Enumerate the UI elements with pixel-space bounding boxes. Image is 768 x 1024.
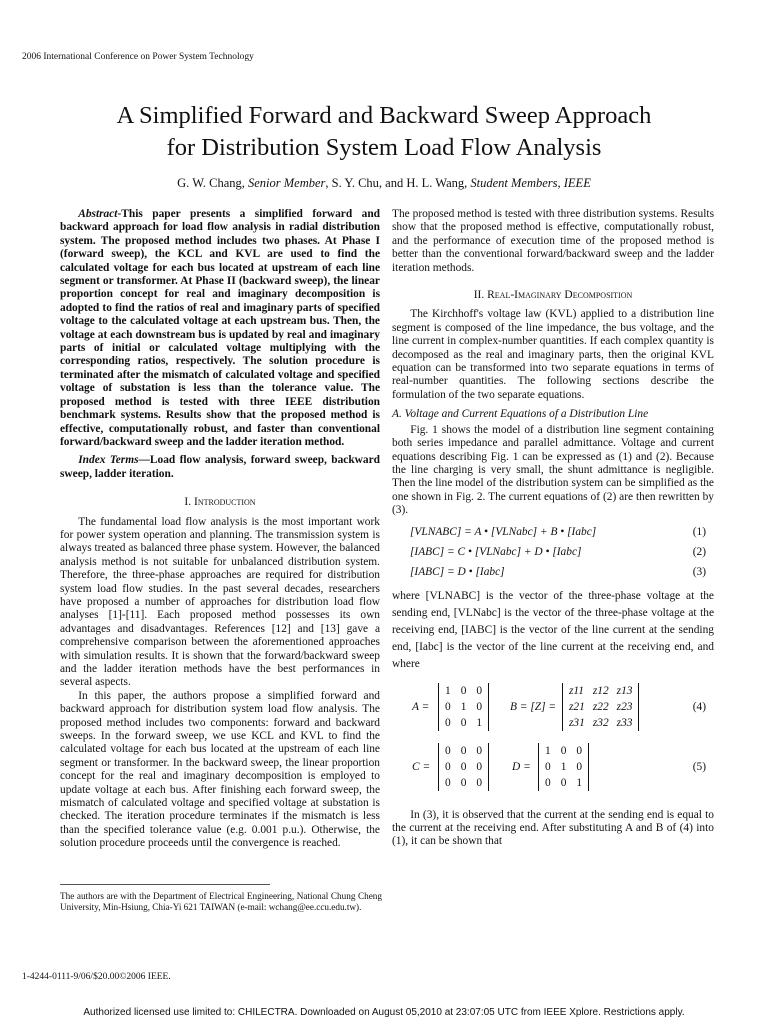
matrix-z-cell: z13 (616, 684, 633, 697)
matrix-a (438, 683, 489, 731)
section-heading-introduction: I. Introduction (184, 496, 256, 509)
matrix-d-cell: 0 (545, 760, 551, 773)
matrix-a-cell: 0 (476, 684, 483, 697)
matrix-c-cell: 0 (460, 760, 467, 773)
matrix-z-cell: z11 (569, 684, 584, 697)
intro-paragraph-1: The fundamental load flow analysis is the most important work for power system operation and planning. The transmission system is always treated as balanced three phase system. However, the balanced analysis method is not suitable for unbalanced distribution system. Therefore, the three-phase approaches are required for distribution system load flow studies. In the past several decades, researchers have proposed a number of approaches for distribution load flow analyses [1]-[11]. Each proposed method possesses its own advantages and disadvantages. References [12] and [13] gave a comprehensive comparison between the aforementioned approaches with simulation results. It is shown that the forward/backward sweep and the ladder iteration methods have the best performances in several aspects. (60, 515, 380, 689)
matrix-d-cell: 0 (576, 744, 583, 757)
matrix-a-cell: 0 (460, 716, 467, 729)
license-notice: Authorized licensed use limited to: CHILECTRA. Downloaded on August 05,2010 at 23:07:05 UTC from IEEE Xplore. Restrictions apply. (83, 1007, 685, 1018)
right-paragraph-1: The proposed method is tested with three distribution systems. Results show that the proposed method is effective, computationally robust, and the performance of execution time of the proposed method is better than the conventional forward/backward sweep and the ladder iteration methods. (392, 208, 714, 274)
matrix-c-cell: 0 (476, 744, 483, 757)
matrix-a-cell: 0 (445, 700, 451, 713)
matrix-z-cell: z22 (592, 700, 609, 713)
left-column (60, 208, 380, 851)
subsection-heading-a: A. Voltage and Current Equations of a Distribution Line (392, 408, 649, 421)
equation-3 (392, 562, 714, 582)
footnote-divider (60, 884, 270, 885)
abstract-text: -This paper presents a simplified forward and backward approach for load flow analysis in radial distribution system. The proposed method includes two phases. At Phase I (forward sweep), the KCL and KVL are used to find the calculated voltage for each bus located at upstream of each line segment or transformer. At Phase II (backward sweep), the linear proportion concept for real and imaginary decomposition is adopted to find the ratios of real and imaginary parts of specified voltage to the calculated voltage at each upstream bus. Then, the voltage at each downstream bus is updated by real and imaginary parts of initial or calculated voltage multiplying with the corresponding ratios, respectively. The solution procedure is terminated after the mismatch of calculated voltage and specified voltage of substation is less than the tolerance value. The proposed method is tested with three IEEE distribution benchmark systems. Results show that the proposed method is effective, computationally robust, and faster than conventional forward/backward sweep and the ladder iteration method. (60, 208, 380, 448)
equation-5 (392, 741, 714, 797)
matrix-z-cell: z31 (569, 716, 585, 729)
matrix-d-cell: 1 (576, 776, 583, 789)
equation-1-number: (1) (692, 525, 706, 538)
index-terms-label: Index Terms (78, 454, 139, 467)
equation-5-number: (5) (692, 760, 706, 773)
index-terms (60, 454, 380, 481)
matrix-d-cell: 0 (560, 776, 567, 789)
matrix-z-cell: z23 (616, 700, 633, 713)
matrix-d-cell: 1 (545, 744, 551, 757)
title-line-2: for Distribution System Load Flow Analysis (166, 134, 602, 161)
matrix-d (538, 743, 589, 791)
matrix-a-cell: 1 (476, 716, 483, 729)
abstract-label: Abstract (78, 208, 118, 220)
title-line-1: A Simplified Forward and Backward Sweep Approach (116, 102, 652, 129)
equation-2 (392, 542, 714, 562)
equation-3-number: (3) (692, 565, 706, 578)
copyright-line: 1-4244-0111-9/06/$20.00©2006 IEEE. (22, 972, 171, 982)
author-2-3: , S. Y. Chu, and H. L. Wang, (325, 176, 468, 190)
author-2-3-role: Student Members, IEEE (470, 176, 591, 190)
final-paragraph: In (3), it is observed that the current at the sending end is equal to the current at the receiving end. After substituting A and B of (4) into (1), it can be shown that (392, 808, 714, 848)
equation-4-lhs-a: A = (412, 700, 430, 713)
author-1-role: Senior Member (248, 176, 326, 190)
matrix-z-cell: z32 (592, 716, 609, 729)
equation-2-number: (2) (692, 545, 706, 558)
matrix-d-cell: 0 (576, 760, 583, 773)
section2a-paragraph-1: Fig. 1 shows the model of a distribution line segment containing both series impedance and parallel admittance. Voltage and current equations describing Fig. 1 can be expressed as (1) and (2). Because the line charging is very small, the shunt admittance is negligible. Then the line model of the distribution system can be simplified as the one shown in Fig. 2. The current equations of (2) are then rewritten by (3). (392, 423, 714, 517)
matrix-a-cell: 1 (460, 700, 467, 713)
conference-header: 2006 International Conference on Power System Technology (22, 52, 254, 62)
matrix-c-cell: 0 (445, 776, 451, 789)
index-terms-text: —Load flow analysis, forward sweep, backward sweep, ladder iteration. (60, 454, 380, 480)
matrix-c-cell: 0 (445, 744, 451, 757)
equation-5-lhs-c: C = (412, 760, 431, 773)
matrix-z-cell: z21 (569, 700, 585, 713)
author-line (0, 176, 768, 191)
section-heading-decomposition: II. Real-Imaginary Decomposition (473, 289, 633, 302)
matrix-d-cell: 0 (545, 776, 551, 789)
equation-2-text: [IABC] = C • [VLNabc] + D • [Iabc] (410, 545, 582, 558)
author-footnote: The authors are with the Department of Electrical Engineering, National Chung Cheng University, Min-Hsiung, Chia-Yi 621 TAIWAN (e-mail: wchang@ee.ccu.edu.tw). (60, 891, 382, 912)
equation-3-text: [IABC] = D • [Iabc] (410, 565, 505, 578)
abstract (60, 208, 380, 449)
matrix-a-cell: 0 (445, 716, 451, 729)
equation-4 (392, 681, 714, 737)
author-1: G. W. Chang, (177, 176, 245, 190)
matrix-c-cell: 0 (476, 776, 483, 789)
matrix-c (438, 743, 489, 791)
matrix-a-cell: 1 (445, 684, 451, 697)
section2-paragraph-1: The Kirchhoff's voltage law (KVL) applied to a distribution line segment is composed of the line impedance, the bus voltage, and the line current in complex-number quantities. If each complex quantity is decomposed as the real and imaginary parts, then the original KVL equation can be transformed into two separate equations in terms of real-number quantities. The following sections describe the formulation of the two separate equations. (392, 308, 714, 401)
equation-1 (392, 522, 714, 542)
matrix-c-cell: 0 (476, 760, 483, 773)
matrix-c-cell: 0 (460, 744, 467, 757)
matrix-z-cell: z12 (592, 684, 609, 697)
intro-paragraph-2: In this paper, the authors propose a simplified forward and backward approach for distribution system load flow analysis. The proposed method includes two components: forward and backward sweeps. In the forward sweep, we use KCL and KVL to find the calculated voltage for each bus located at the upstream of each line segment or transformer. In the backward sweep, the linear proportion concept for the real and imaginary decomposition is employed to update voltage at each bus. After finishing each forward sweep, the mismatch of calculated voltage and specified voltage at substation is checked. The iteration procedure terminates if the mismatch is less than the specified tolerance value (e.g. 0.001 p.u.). Otherwise, the solution procedure proceeds until the convergence is reached. (60, 689, 380, 850)
right-column (392, 208, 714, 849)
where-paragraph: where [VLNABC] is the vector of the three-phase voltage at the sending end, [VLNabc] is the vector of the three-phase voltage at the receiving end, [IABC] is the vector of the line current at the sending end, [Iabc] is the vector of the line current at the receiving end, and where (392, 589, 714, 670)
matrix-a-cell: 0 (460, 684, 467, 697)
matrix-z (562, 683, 639, 731)
matrix-z-cell: z33 (616, 716, 633, 729)
equation-1-text: [VLNABC] = A • [VLNabc] + B • [Iabc] (410, 525, 597, 538)
matrix-c-cell: 0 (445, 760, 451, 773)
equation-4-number: (4) (692, 700, 706, 713)
matrix-d-cell: 0 (560, 744, 567, 757)
matrix-d-cell: 1 (560, 760, 567, 773)
equation-block-1-3 (392, 522, 714, 582)
equation-5-lhs-d: D = (512, 760, 531, 773)
equation-4-lhs-b: B = [Z] = (510, 700, 557, 713)
matrix-c-cell: 0 (460, 776, 467, 789)
paper-title (0, 100, 768, 164)
matrix-a-cell: 0 (476, 700, 483, 713)
